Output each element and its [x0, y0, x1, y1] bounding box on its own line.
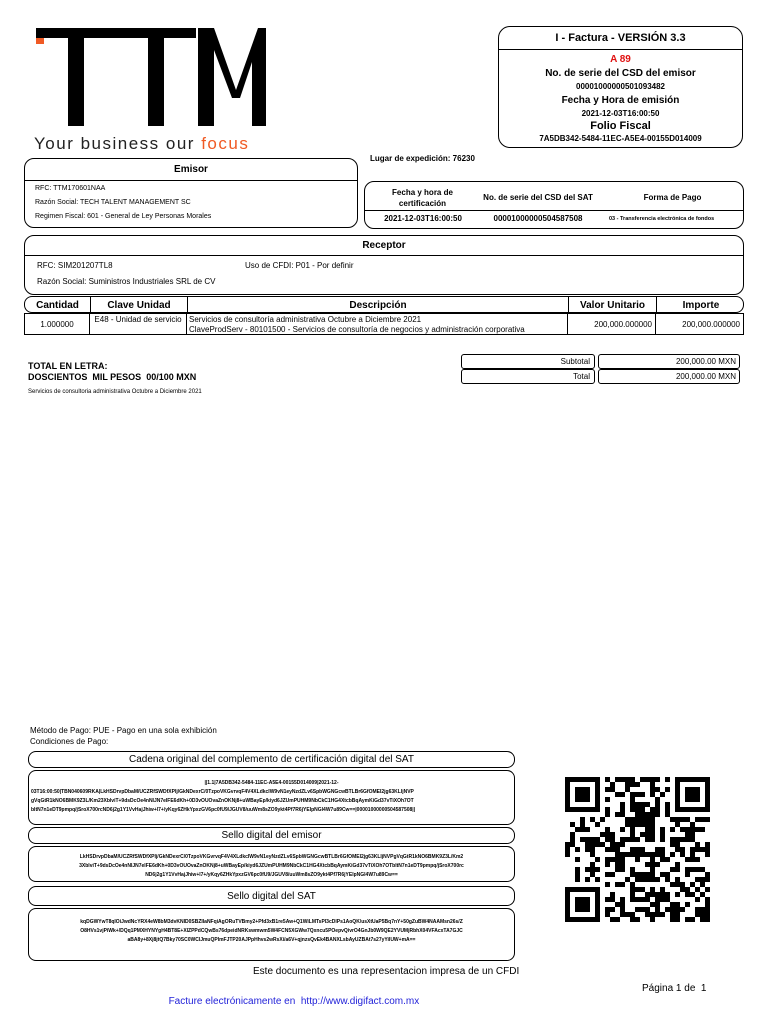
- digifact-link[interactable]: http://www.digifact.com.mx: [300, 996, 420, 1007]
- cell-unidad: E48 - Unidad de servicio: [89, 313, 187, 335]
- col-clave-unidad: Clave Unidad: [107, 300, 171, 311]
- cell-valor-unitario: 200,000.000000: [567, 313, 656, 335]
- receptor-uso-cfdi: Uso de CFDI: P01 - Por definir: [245, 261, 354, 270]
- sello-sat-title: Sello digital del SAT: [227, 891, 316, 902]
- receptor-rfc: RFC: SIM201207TL8: [37, 261, 113, 270]
- company-logo: [30, 22, 275, 152]
- cell-descripcion: Servicios de consultoría administrativa Octubre a Diciembre 2021 ClaveProdServ - 80101500 - Servicios de consultoría de negocios y administración corporativa: [186, 313, 568, 335]
- emisor-title: Emisor: [174, 164, 208, 175]
- cert-fecha-header: Fecha y hora de certificación: [392, 188, 453, 208]
- total-value: 200,000.00 MXN: [598, 369, 740, 384]
- cert-csd-header: No. de serie del CSD del SAT: [483, 193, 593, 202]
- total-label: Total: [461, 369, 595, 384]
- col-valor-unitario: Valor Unitario: [579, 300, 645, 311]
- facture-prefix: Facture electrónicamente en: [168, 996, 301, 1007]
- total-letra-label: TOTAL EN LETRA:: [28, 361, 108, 371]
- receptor-title: Receptor: [362, 240, 406, 251]
- ttm-logo-mark: [30, 22, 275, 132]
- emisor-box: [24, 158, 358, 228]
- cell-cantidad: 1.000000: [24, 313, 90, 335]
- receptor-box: [24, 235, 744, 295]
- cadena-line-2: 03T16:00:50|TBN040609RKA|LkHSDrvpDbaM/UCZRfSWDfXPIj/GkNDexrC/0TzpoVKGvrvqF4V4XLdkcIW9vN1eyNzdZLv6SpbWGNGcwBTLBr6GfOMEI2jg63KLIjNVP: [31, 789, 414, 795]
- fecha-emision-value: 2021-12-03T16:00:50: [581, 109, 660, 118]
- serie-folio: A 89: [610, 54, 631, 65]
- receptor-razon: Razón Social: Suministros Industriales SRL de CV: [37, 277, 216, 286]
- cadena-line-4: bItN7n1eDT9pmpq/jSroX700rcND6j2g1Y1VvHajJhiw+l7+/yKqy6ZHkYpxzGV6pc0fU9/JGUV8/uuWm8sZO9ykt4Pf7R6jYEIpNGl4W7u89Cw==|00001000000504587508||: [31, 807, 416, 813]
- representacion-impresa: Este documento es una representacion impresa de un CFDI: [253, 966, 520, 977]
- cert-forma-value: 03 - Transferencia electrónica de fondos: [609, 216, 715, 222]
- table-row: [24, 313, 744, 335]
- col-descripcion: Descripción: [349, 300, 407, 311]
- condiciones-pago: Condiciones de Pago:: [30, 737, 109, 746]
- sello-emisor-title: Sello digital del emisor: [221, 830, 322, 841]
- folio-fiscal-value: 7A5DB342-5484-11EC-A5E4-00155D014009: [539, 134, 702, 143]
- nota-servicios: Servicios de consultoria administrativa Octubre a Diciembre 2021: [28, 389, 202, 395]
- folio-fiscal-label: Folio Fiscal: [590, 120, 651, 132]
- sello-sat-line-2: O8HVs1vjPiWk+/DQq1PMXHYNYgH4BT8E+XIZPPdCQwBs76dpeidNRKswmwm5W4FCN5XGWw7Qxncu5POepvQivrO4GnJb0W9QE2YVUMjRbhX04VFAcxTA7GJC: [80, 928, 463, 934]
- cadena-original-box: [28, 770, 515, 825]
- cert-csd-value: 00001000000504587508: [493, 214, 583, 223]
- csd-emisor-value: 00001000000501093482: [576, 82, 665, 91]
- sello-emisor-title-box: [28, 827, 515, 844]
- qr-code-image: [565, 777, 710, 922]
- certification-box: [364, 181, 744, 229]
- cadena-line-1: ||1.1|7A5DB342-5484-11EC-A5E4-00155D014009|2021-12-: [204, 780, 339, 786]
- csd-emisor-label: No. de serie del CSD del emisor: [545, 68, 696, 79]
- sello-emisor-line-3: ND6j2g1Y1VvHajJhiw+l7+/yKqy6ZHkYpxzGV6pc0fU9/JGUV8/uuWm8sZO9ykt4Pf7R6jYEIpNGl4W7u89Cw==: [145, 872, 398, 878]
- emisor-rfc: RFC: TTM170601NAA: [35, 185, 106, 192]
- cert-forma-header: Forma de Pago: [643, 193, 702, 202]
- col-cantidad: Cantidad: [36, 300, 79, 311]
- sello-sat-box: [28, 908, 515, 961]
- cadena-original-title-box: [28, 751, 515, 768]
- sello-emisor-line-2: 3XblviT+9dsDcOe4nNIJN7eIFE6dKh+0D3vOUOvaZnOKNj8+uWBayEp/kiyd6JZUmPUHM9NbCkC1HG4XtcbBqAymKiGd37vTiXOh7OTbItN7n1eDT9pmpq/jSroX700rc: [79, 863, 464, 869]
- sello-sat-line-3: aBA8y+8Xj8jtQ7Bky70SC0WCIJmuQPImFJTP20AJPpHhvs2wRsXi/a6V+qjnzsQvEk4BANXLsbAyUZBAt7s27yYiIUW+mA==: [127, 937, 416, 943]
- cadena-line-3: gVqGtR1kNO6BMK9Z3L/Km23XblviT+9dsDcOe4nNIJN7eIFE6dKh+0D3vOUOvaZnOKNj8+uWBayEp/kiyd6JZUmPUHM9NbCkC1HG4XtcbBqAymKiGd37vTiXOh7OT: [31, 798, 414, 804]
- sello-sat-line-1: kqDGWYwT8qIOiJwdNcYRX4eW8bM3dvKNID0SBZIIaNFqiAgORuTVBmy2+Pfd3xB1re5Aw+Q1WiLMTsPI3cDlPs1AoQK/usXtUaP5Bq7nY+50gZuBW4NAAMsn26s/Z: [80, 919, 463, 925]
- sello-emisor-box: [28, 846, 515, 882]
- items-header-row: [24, 296, 744, 313]
- metodo-pago: Método de Pago: PUE - Pago en una sola exhibición: [30, 726, 217, 735]
- col-importe: Importe: [682, 300, 720, 311]
- cert-fecha-value: 2021-12-03T16:00:50: [384, 214, 462, 223]
- facture-link-line: [163, 985, 419, 1007]
- sello-sat-title-box: [28, 886, 515, 906]
- emisor-razon: Razón Social: TECH TALENT MANAGEMENT SC: [35, 199, 191, 206]
- total-letra-value: DOSCIENTOS MIL PESOS 00/100 MXN: [28, 372, 197, 382]
- sello-emisor-line-1: LkHSDrvpDbaM/UCZRfSWDfXPIj/GkNDexrC/0TzpoVKGvrvqF4V4XLdkcIW9vN1eyNzdZLv6SpbWGNGcwBTLBr6GfOMEI2jg63KLIjNVPgVqGtR1kNO6BMK9Z3L/Km2: [79, 854, 464, 860]
- fecha-emision-label: Fecha y Hora de emisión: [561, 95, 680, 106]
- logo-tagline: Your business our focus: [34, 134, 250, 153]
- invoice-header-box: [498, 26, 743, 148]
- cadena-original-title: Cadena original del complemento de certificación digital del SAT: [129, 754, 414, 765]
- cell-importe: 200,000.000000: [655, 313, 744, 335]
- qr-code: [565, 777, 710, 922]
- page-number: Página 1 de 1: [642, 983, 707, 994]
- invoice-title: I - Factura - VERSIÓN 3.3: [555, 32, 686, 44]
- subtotal-value: 200,000.00 MXN: [598, 354, 740, 369]
- emisor-regimen: Regimen Fiscal: 601 - General de Ley Personas Morales: [35, 213, 212, 220]
- lugar-expedicion: Lugar de expedición: 76230: [370, 154, 475, 163]
- subtotal-label: Subtotal: [461, 354, 595, 369]
